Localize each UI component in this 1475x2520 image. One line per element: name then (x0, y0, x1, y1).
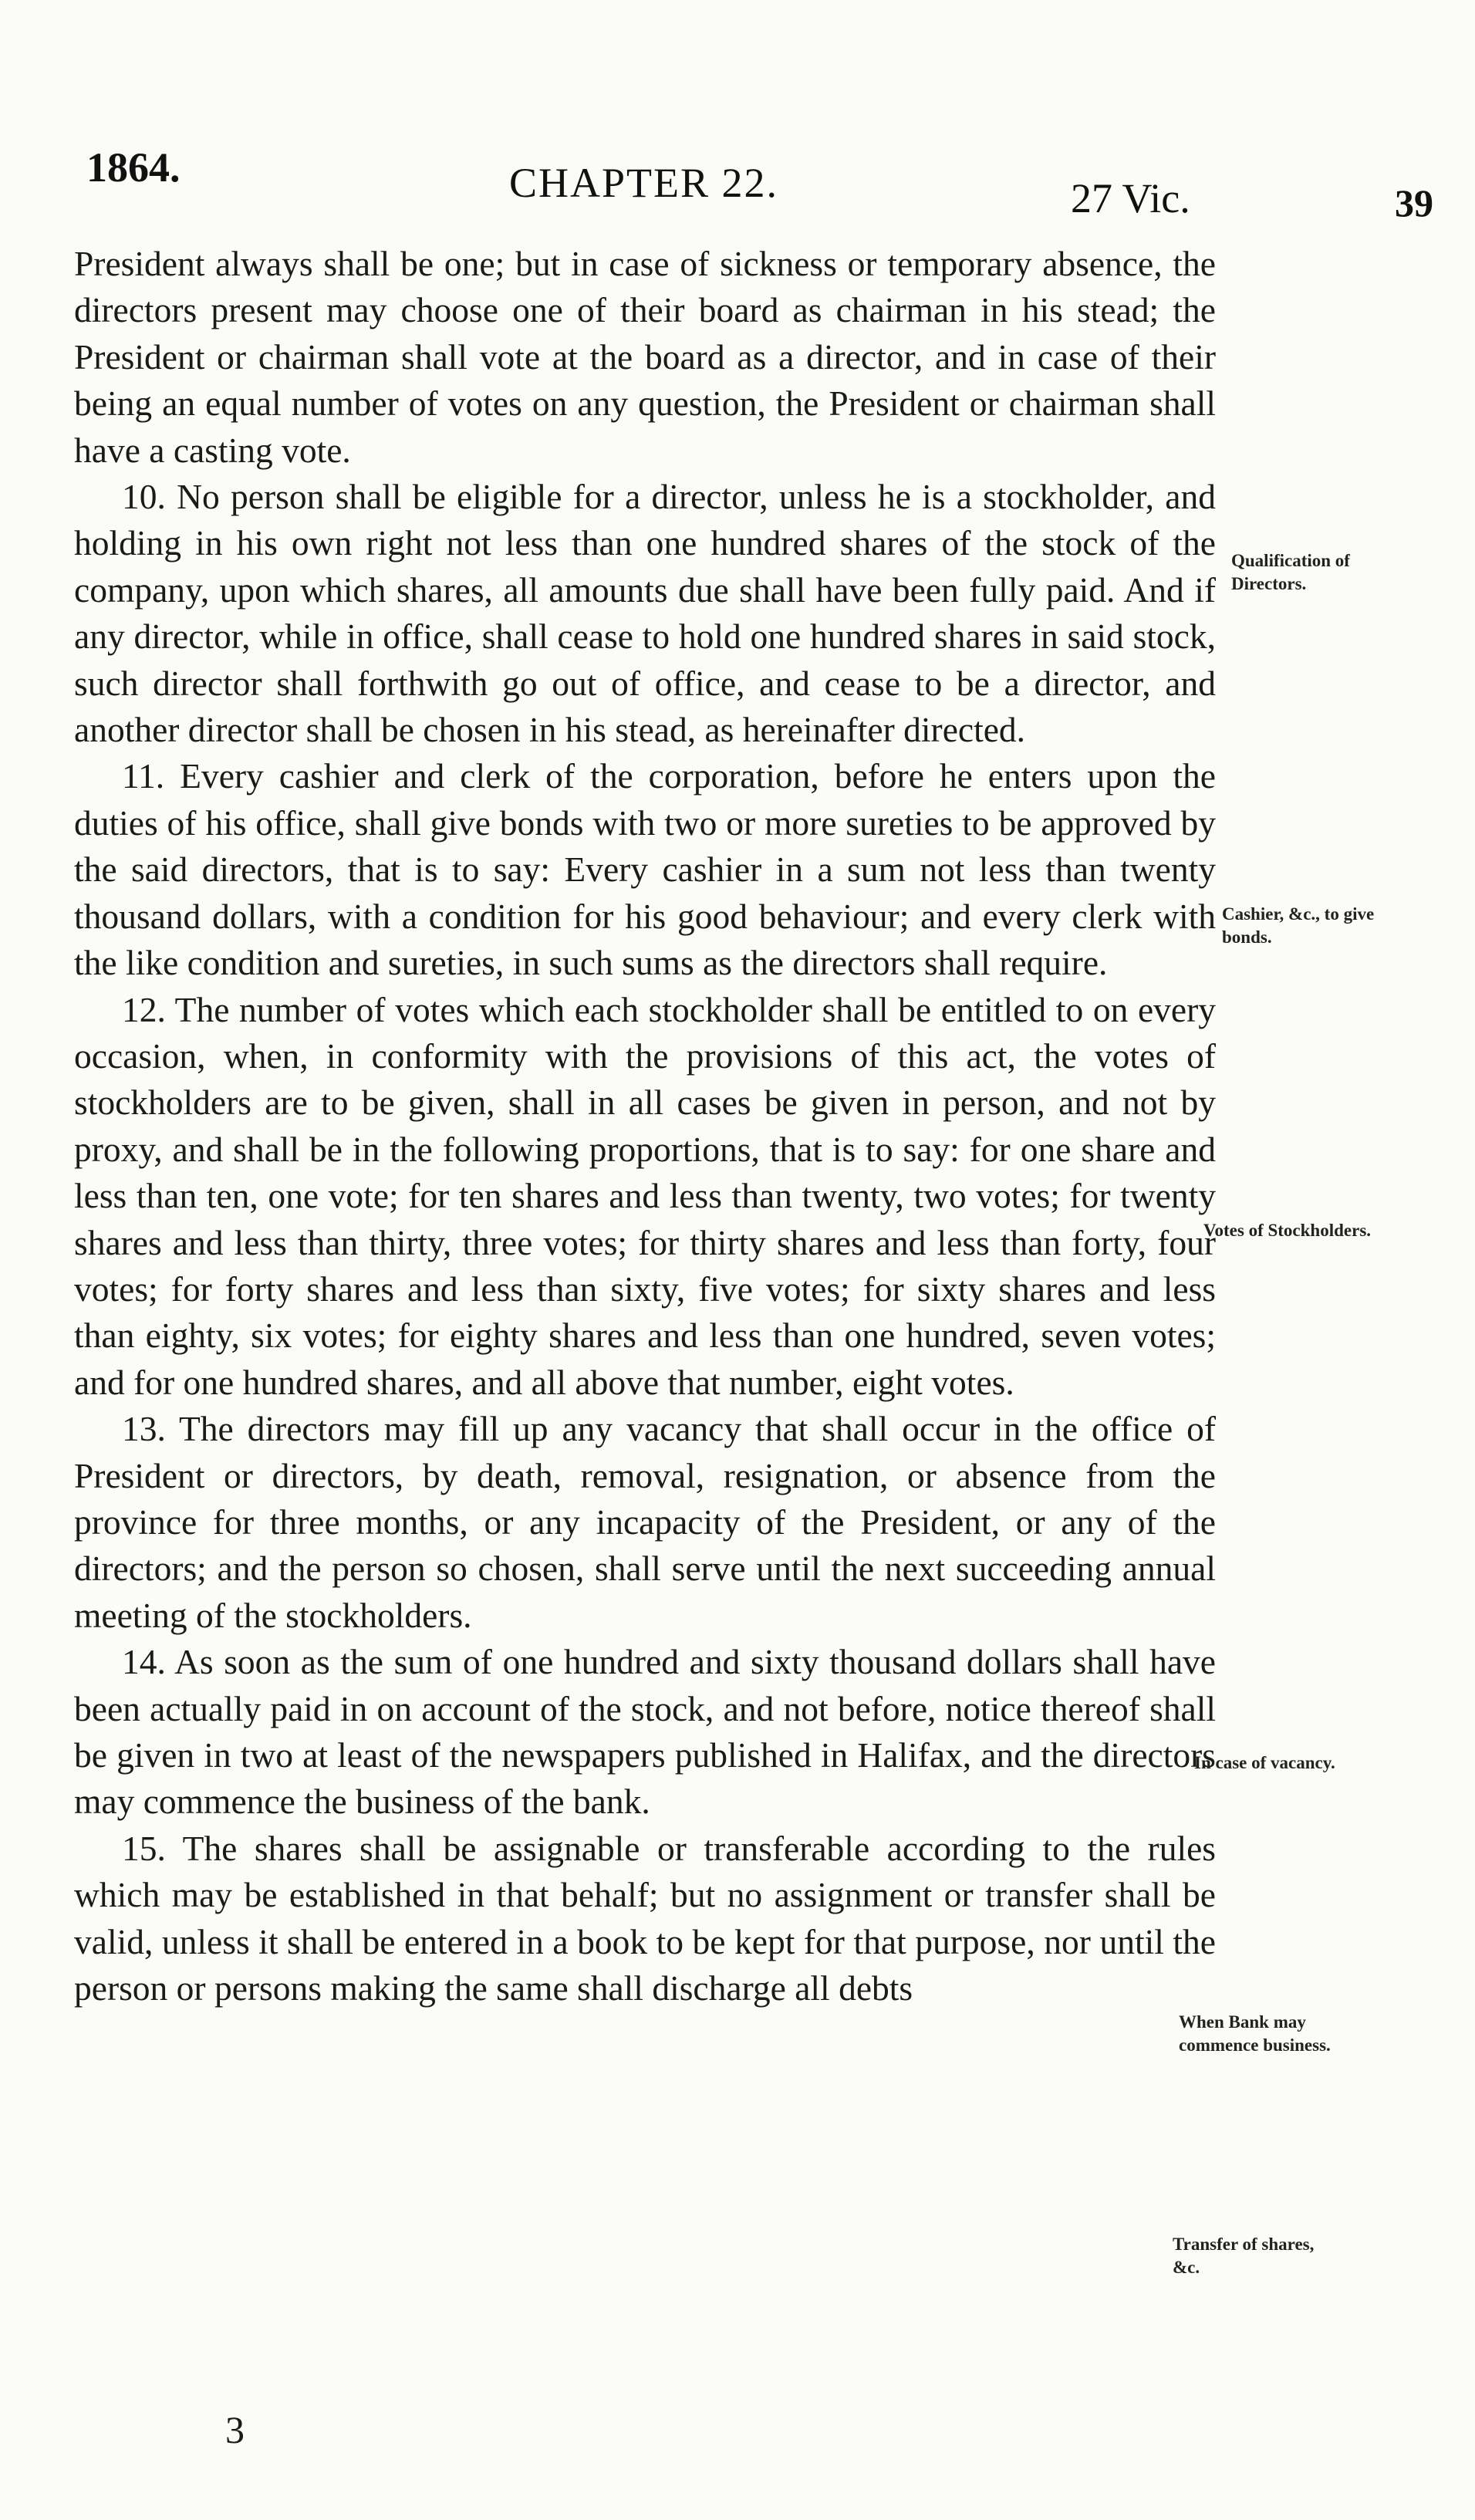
header-chapter: CHAPTER 22. (509, 160, 779, 206)
marginal-note-qualification: Qualification of Directors. (1231, 551, 1350, 593)
page-number: 39 (1395, 181, 1433, 225)
section-14: 14. As soon as the sum of one hundred and sixty thousand dollars shall have been actually paid in on account of the stock, and not before, notice thereof shall be given in two at least of the newspapers published in Halifax, and the directors may commence the business of the bank. (74, 1642, 1216, 1822)
header-year: 1864. (86, 144, 181, 191)
section-15: 15. The shares shall be assignable or transferable according to the rules which may be established in that behalf; but no assignment or transfer shall be valid, unless it shall be entered in a book to be kept for that purpose, nor until the person or persons making the same shall discharge all debts (74, 1828, 1216, 2008)
section-13: 13. The directors may fill up any vacancy that shall occur in the office of President or directors, by death, removal, resignation, or absence from the province for three months, or any incapacity of the President, or any of the directors; and the person so chosen, shall serve until the next succeeding annual meeting of the stockholders. (74, 1409, 1216, 1635)
marginal-note-vacancy: In case of vacancy. (1194, 1753, 1335, 1772)
header-regnal-year: 27 Vic. (1071, 175, 1190, 221)
marginal-note-commence-business: When Bank may commence business. (1179, 2012, 1331, 2055)
section-10: 10. No person shall be eligible for a director, unless he is a stockholder, and holding in his own right not less than one hundred shares of the stock of the company, upon which shares, all amounts due shall have been fully paid. And if any director, while in office, shall cease to hold one hundred shares in said stock, such director shall forthwith go out of office, and cease to be a director, and another director shall be chosen in his stead, as hereinafter directed. (74, 477, 1216, 750)
marginal-note-cashier-bonds: Cashier, &c., to give bonds. (1222, 904, 1375, 947)
section-12: 12. The number of votes which each stockholder shall be entitled to on every occasion, when, in conformity with the provisions of this act, the votes of stockholders are to be given, shall in all cases be given in person, and not by proxy, and shall be in the following proportions, that is to say: for one share and less than ten, one vote; for ten shares and less than twenty, two votes; for twenty shares and less than thirty, three votes; for thirty shares and less than forty, four votes; for forty shares and less than sixty, five votes; for sixty shares and less than eighty, six votes; for eighty shares and less than one hundred, seven votes; and for one hundred shares, and all above that number, eight votes. (74, 989, 1216, 1402)
paragraph-continuation: President always shall be one; but in case of sickness or temporary absence, the directors present may choose one of their board as chairman in his stead; the President or chairman shall vote at the board as a director, and in case of their being an equal number of votes on any question, the President or chairman shall have a casting vote. (74, 244, 1216, 470)
marginal-note-votes: Votes of Stockholders. (1203, 1221, 1372, 1240)
body-text (74, 241, 1216, 2012)
signature-mark: 3 (225, 2408, 245, 2451)
section-11: 11. Every cashier and clerk of the corporation, before he enters upon the duties of his office, shall give bonds with two or more sureties to be approved by the said directors, that is to say: Every cashier in a sum not less than twenty thousand dollars, with a condition for his good behaviour; and every clerk with the like condition and sureties, in such sums as the directors shall require. (74, 756, 1216, 983)
marginal-note-transfer: Transfer of shares, &c. (1173, 2235, 1315, 2277)
